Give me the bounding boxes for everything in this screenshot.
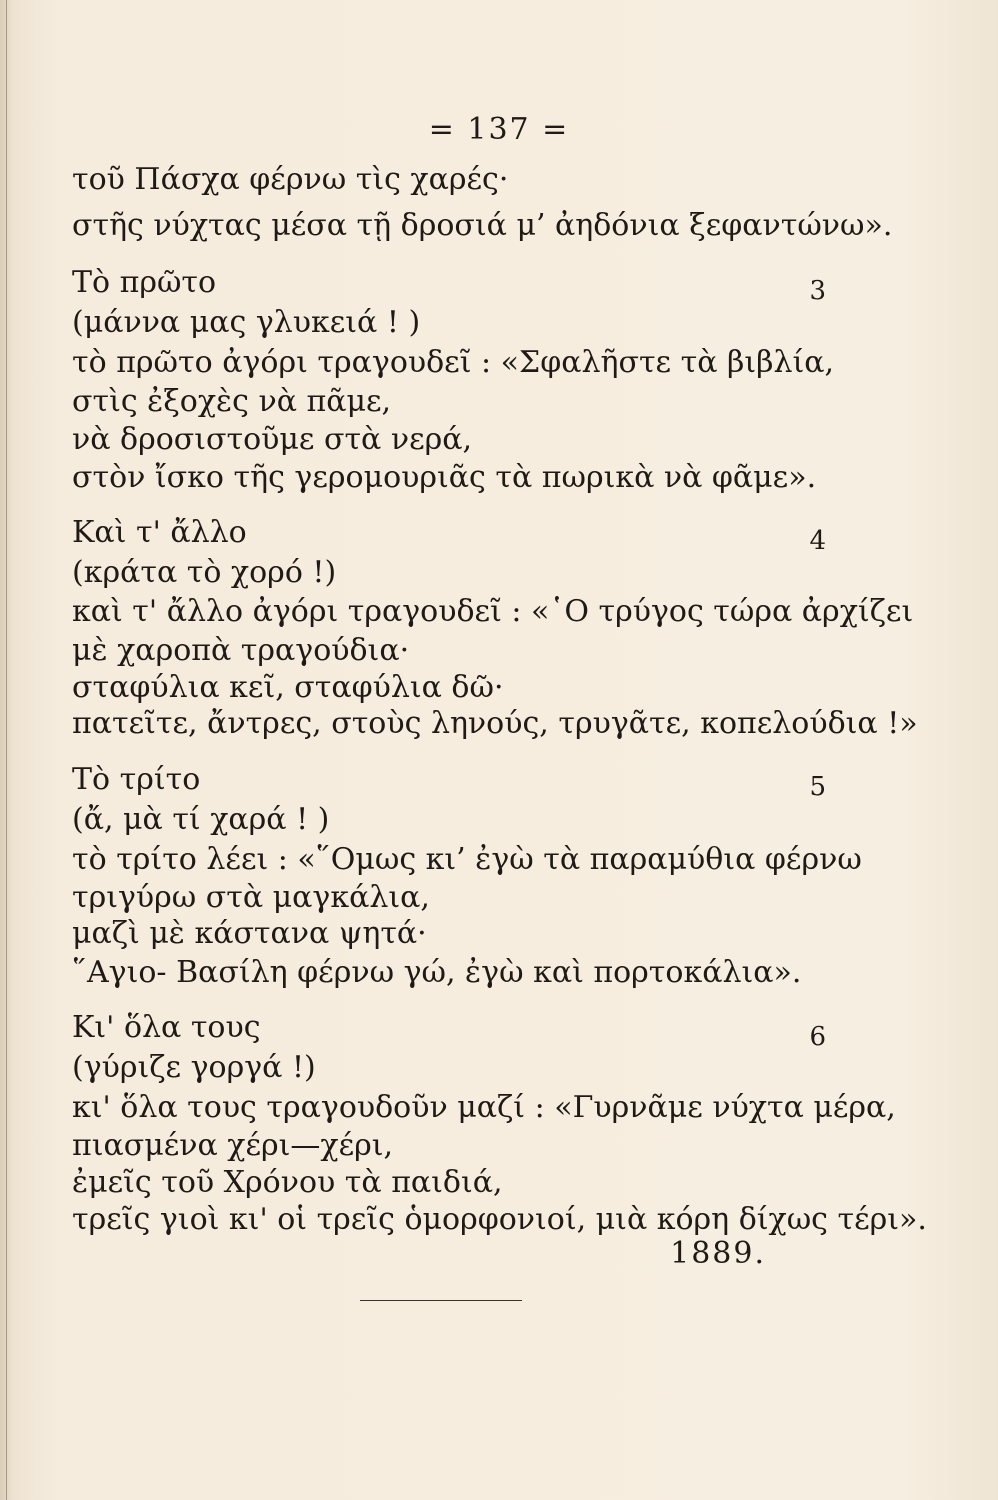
year-dated: 1889. — [670, 1236, 766, 1271]
poem-line: κι' ὅλα τους τραγουδοῦν μαζί : «Γυρνᾶμε νύχτα μέρα, — [72, 1090, 896, 1125]
stanza-number: 3 — [809, 276, 826, 306]
poem-line: Τὸ πρῶτο — [72, 265, 217, 300]
poem-line: στὶς ἐξοχὲς νὰ πᾶμε, — [72, 384, 392, 419]
poem-line: νὰ δροσιστοῦμε στὰ νερά, — [72, 422, 473, 457]
poem-line: τὸ πρῶτο ἀγόρι τραγουδεῖ : «Σφαλῆστε τὰ βιβλία, — [72, 345, 835, 380]
poem-line: Κι' ὅλα τους — [72, 1010, 261, 1045]
poem-line: τρεῖς γιοὶ κι' οἱ τρεῖς ὁμορφονιοί, μιὰ κόρη δίχως τέρι». — [72, 1202, 927, 1237]
stanza-number: 4 — [809, 526, 826, 556]
poem-line: στὸν ἴσκο τῆς γερομουριᾶς τὰ πωρικὰ νὰ φᾶμε». — [72, 460, 817, 495]
poem-line: (γύριζε γοργά !) — [72, 1050, 316, 1085]
poem-line: ῞Αγιο- Βασίλη φέρνω γώ, ἐγὼ καὶ πορτοκάλια». — [72, 955, 802, 990]
stanza-number: 6 — [809, 1022, 826, 1052]
page-edge — [6, 0, 7, 1500]
poem-line: (ἄ, μὰ τί χαρά ! ) — [72, 802, 330, 837]
poem-line: πατεῖτε, ἄντρες, στοὺς ληνούς, τρυγᾶτε, κοπελούδια !» — [72, 706, 918, 741]
end-rule — [360, 1300, 522, 1301]
poem-line: τοῦ Πάσχα φέρνω τὶς χαρές· — [72, 162, 509, 197]
poem-line: Τὸ τρίτο — [72, 762, 201, 797]
poem-line: πιασμένα χέρι—χέρι, — [72, 1128, 394, 1163]
poem-line: στῆς νύχτας μέσα τῇ δροσιά μ’ ἀηδόνια ξεφαντώνω». — [72, 208, 893, 243]
poem-line: καὶ τ' ἄλλο ἀγόρι τραγουδεῖ : «῾Ο τρύγος τώρα ἀρχίζει — [72, 594, 914, 629]
poem-line: τὸ τρίτο λέει : «῞Ομως κι’ ἐγὼ τὰ παραμύθια φέρνω — [72, 842, 862, 877]
page-number: = 137 = — [428, 112, 570, 147]
poem-line: μαζὶ μὲ κάστανα ψητά· — [72, 916, 427, 951]
poem-line: σταφύλια κεῖ, σταφύλια δῶ· — [72, 670, 504, 705]
poem-line: τριγύρω στὰ μαγκάλια, — [72, 880, 430, 915]
stanza-number: 5 — [809, 772, 826, 802]
poem-line: μὲ χαροπὰ τραγούδια· — [72, 633, 410, 668]
poem-line: (κράτα τὸ χορό !) — [72, 555, 337, 590]
poem-line: ἐμεῖς τοῦ Χρόνου τὰ παιδιά, — [72, 1165, 503, 1200]
poem-line: Καὶ τ' ἄλλο — [72, 515, 247, 550]
poem-line: (μάννα μας γλυκειά ! ) — [72, 305, 421, 340]
